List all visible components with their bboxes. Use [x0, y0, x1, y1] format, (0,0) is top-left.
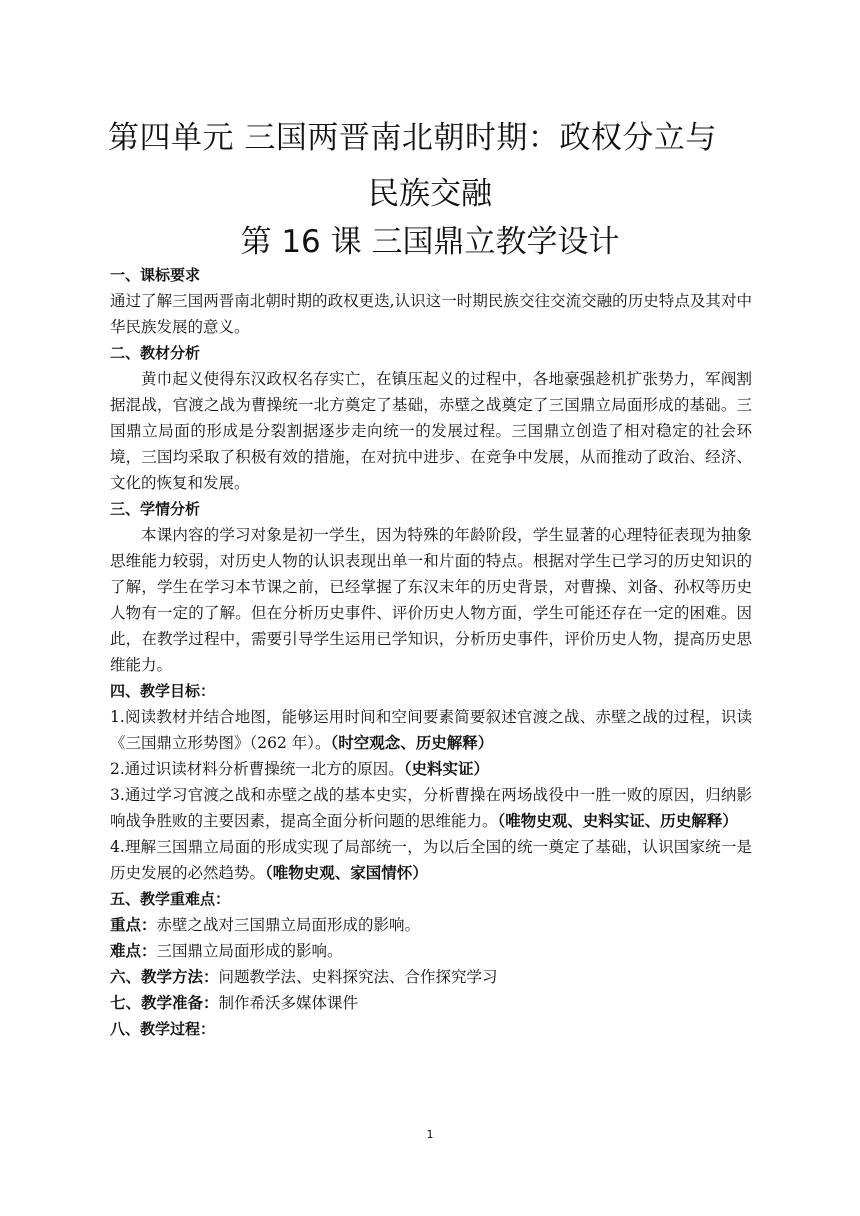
teaching-preparation: 七、教学准备：制作希沃多媒体课件 — [110, 994, 359, 1012]
textbook-analysis-text: 黄巾起义使得东汉政权名存实亡，在镇压起义的过程中，各地豪强趁机扩张势力，军阀割据混战，官渡之战为曹操统一北方奠定了基础，赤壁之战奠定了三国鼎立局面形成的基础。三国鼎立局面的形成是分裂割据逐步走向统一的发展过程。三国鼎立创造了相对稳定的社会环境，三国均采取了积极有效的措施，在对抗中进步、在竞争中发展，从而推动了政治、经济、文化的恢复和发展。 — [110, 370, 752, 492]
goal-literacy: （时空观念、历史解释） — [330, 734, 494, 752]
curriculum-text: 通过了解三国两晋南北朝时期的政权更迭,认识这一时期民族交往交流交融的历史特点及其对中华民族发展的意义。 — [110, 292, 752, 336]
goal-item: 1.阅读教材并结合地图，能够运用时间和空间要素简要叙述官渡之战、赤壁之战的过程，识读《三国鼎立形势图》（262 年）。（时空观念、历史解释） — [110, 708, 752, 752]
goal-item: 4.理解三国鼎立局面的形成实现了局部统一，为以后全国的统一奠定了基础，认识国家统一是历史发展的必然趋势。（唯物史观、家国情怀） — [110, 838, 752, 882]
lesson-title: 第 16 课 三国鼎立教学设计 — [240, 224, 620, 260]
unit-title-continued: 民族交融 — [368, 176, 492, 212]
section-heading-students: 三、学情分析 — [110, 500, 201, 518]
section-heading-key-points: 五、教学重难点： — [110, 890, 231, 908]
student-analysis-text: 本课内容的学习对象是初一学生，因为特殊的年龄阶段，学生显著的心理特征表现为抽象思维能力较弱，对历史人物的认识表现出单一和片面的特点。根据对学生已学习的历史知识的了解，学生在学习本节课之前，已经掌握了东汉末年的历史背景，对曹操、刘备、孙权等历史人物有一定的了解。但在分析历史事件、评价历史人物方面，学生可能还存在一定的困难。因此，在教学过程中，需要引导学生运用已学知识，分析历史事件，评价历史人物，提高历史思维能力。 — [110, 526, 752, 674]
section-heading-textbook: 二、教材分析 — [110, 344, 201, 362]
goal-literacy: （唯物史观、史料实证、历史解释） — [497, 812, 738, 830]
unit-title: 第四单元 三国两晋南北朝时期：政权分立与 — [108, 120, 717, 156]
document-body — [110, 262, 752, 1042]
section-heading-curriculum: 一、课标要求 — [110, 266, 201, 284]
goal-literacy: （唯物史观、家国情怀） — [265, 864, 428, 882]
key-point: 重点：赤壁之战对三国鼎立局面形成的影响。 — [110, 916, 421, 934]
section-heading-process: 八、教学过程： — [110, 1020, 216, 1038]
section-heading-goals: 四、教学目标： — [110, 682, 216, 700]
goal-item: 2.通过识读材料分析曹操统一北方的原因。（史料实证） — [110, 760, 490, 778]
page-number: 1 — [426, 1128, 434, 1141]
difficult-point: 难点：三国鼎立局面形成的影响。 — [110, 942, 343, 960]
teaching-methods: 六、教学方法：问题教学法、史料探究法、合作探究学习 — [110, 968, 498, 986]
goal-literacy: （史料实证） — [403, 760, 490, 778]
goal-item: 3.通过学习官渡之战和赤壁之战的基本史实，分析曹操在两场战役中一胜一败的原因，归纳影响战争胜败的主要因素，提高全面分析问题的思维能力。（唯物史观、史料实证、历史解释） — [110, 786, 752, 830]
